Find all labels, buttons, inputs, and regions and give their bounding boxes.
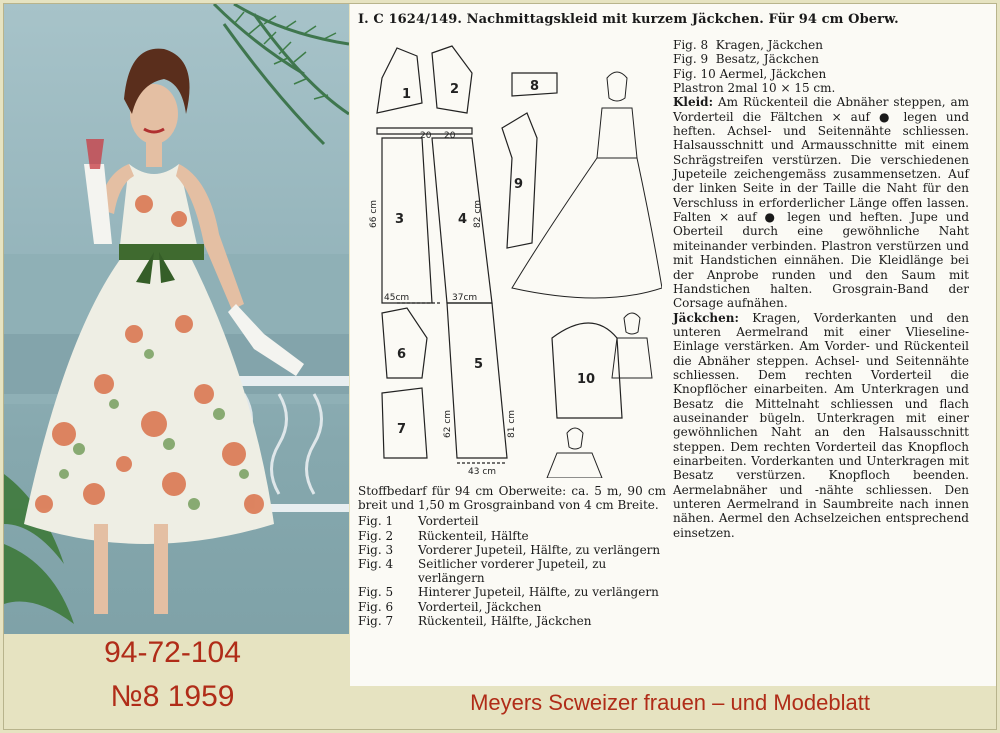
pattern-measure-81: 81 cm: [507, 409, 517, 438]
pattern-label-6: 6: [397, 347, 407, 362]
pattern-measure-82a: 82 cm: [473, 199, 483, 228]
fashion-photo: [4, 4, 349, 634]
source-caption: Meyers Scweizer frauen – und Modeblatt: [470, 690, 870, 715]
list-item: Fig. 5 Hinterer Jupeteil, Hälfte, zu verlängern: [358, 585, 659, 600]
pattern-label-10: 10: [577, 372, 596, 387]
figure-line-9: Fig. 9 Besatz, Jäckchen: [673, 52, 819, 67]
pattern-diagram: [362, 38, 662, 478]
fabric-requirement: Stoffbedarf für 94 cm Oberweite: ca. 5 m, 90 cm breit und 1,50 m Grosgrainband von 4 cm Breite.: [358, 484, 666, 513]
pattern-label-2: 2: [450, 82, 460, 97]
pattern-mark-20a: 20: [420, 131, 432, 141]
list-item: Fig. 1 Vorderteil: [358, 514, 479, 529]
caption-measurements: 94-72-104: [104, 636, 241, 669]
pattern-measure-43: 43 cm: [468, 467, 497, 477]
figure-line-10: Fig. 10 Aermel, Jäckchen: [673, 66, 827, 81]
kleid-instructions: Kleid: Am Rückenteil die Abnäher steppen, am Vorderteil die Fältchen × auf ● legen und heften. Achsel- und Seitennähte schliessen. Halsausschnitt und Armausschnitte mit einem Schrägstreifen verstürzen. Die verschiedenen Jupeteile zeichengemäss zusammensetzen. Auf der linken Seite in der Taille die Naht für den Verschluss in erforderlicher Länge offen lassen. Falten × auf ● legen und heften. Jupe und Oberteil durch eine gewöhnliche Naht miteinander verbinden. Plastron verstürzen und mit Handstichen einnähen. Die Kleidlänge bei der Anprobe runden und den Saum mit Handstichen halten. Grosgrain-Band der Corsage aufnähen.: [673, 95, 969, 311]
pattern-label-4: 4: [458, 212, 468, 227]
pattern-label-3: 3: [395, 212, 405, 227]
caption-issue: №8 1959: [110, 680, 235, 713]
materials-column: [358, 484, 666, 628]
pattern-heading: I. C 1624/149. Nachmittagskleid mit kurzem Jäckchen. Für 94 cm Oberw.: [358, 12, 899, 27]
list-item: Fig. 2 Rückenteil, Hälfte: [358, 528, 529, 543]
pattern-mark-20b: 20: [444, 131, 456, 141]
magazine-page: [350, 4, 996, 686]
pattern-label-5: 5: [474, 357, 484, 372]
pattern-measure-37: 37cm: [452, 293, 478, 303]
list-item: Fig. 4 Seitlicher vorderer Jupeteil, zu verlängern: [358, 557, 607, 586]
pattern-measure-45: 45cm: [384, 293, 410, 303]
list-item: Fig. 3 Vorderer Jupeteil, Hälfte, zu verlängern: [358, 542, 661, 557]
list-item: Fig. 7 Rückenteil, Hälfte, Jäckchen: [358, 613, 592, 628]
list-item: Fig. 6 Vorderteil, Jäckchen: [358, 599, 542, 614]
fashion-illustration: [4, 4, 349, 634]
figure-list-left: [358, 514, 666, 628]
pattern-measure-62: 62 cm: [443, 409, 453, 438]
pattern-measure-66: 66 cm: [369, 199, 379, 228]
pattern-label-8: 8: [530, 79, 540, 94]
pattern-label-9: 9: [514, 177, 524, 192]
figure-line-8: Fig. 8 Kragen, Jäckchen: [673, 38, 823, 52]
pattern-label-7: 7: [397, 422, 407, 437]
plastron-line: Plastron 2mal 10 × 15 cm.: [673, 81, 836, 96]
jackchen-instructions: Jäckchen: Kragen, Vorderkanten und den unteren Aermelrand mit einer Vlieseline-Einlage verstärken. Am Vorder- und Rückenteil die Abnäher steppen. Achsel- und Seitennähte schliessen. Dem rechten Vorderteil die Knopflöcher einarbeiten. Am Unterkragen und Besatz die Mittelnaht schliessen und flach auseinander bügeln. Unterkragen mit einer gewöhnlichen Naht an den Halsausschnitt steppen. Dem rechten Vorderteil das Knopfloch einarbeiten. Vorderkanten und Unterkragen mit Besatz verstürzen. Knopfloch beenden. Aermelabnäher und -nähte schliessen. Den unteren Aermelrand in Saumbreite nach innen nähen. Aermel den Achselzeichen entsprechend einsetzen.: [673, 310, 969, 540]
instructions-column: [673, 38, 969, 540]
pattern-label-1: 1: [402, 87, 412, 102]
